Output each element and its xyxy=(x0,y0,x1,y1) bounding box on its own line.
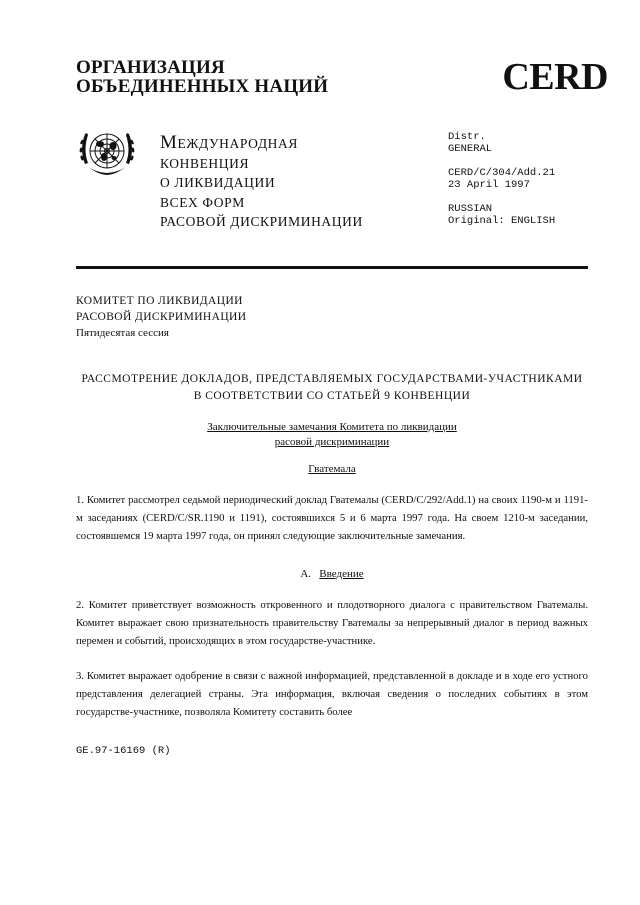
main-heading xyxy=(76,371,588,405)
header-divider xyxy=(76,266,588,269)
org-line-2: ОБЪЕДИНЕННЫХ НАЦИЙ xyxy=(76,76,329,97)
committee-block xyxy=(76,293,246,341)
committee-line-1: КОМИТЕТ ПО ЛИКВИДАЦИИ xyxy=(76,295,243,307)
un-emblem-icon xyxy=(76,120,138,182)
country-name: Гватемала xyxy=(308,463,356,475)
organization-name xyxy=(76,58,328,96)
convention-title xyxy=(160,133,363,232)
distr-label: Distr. xyxy=(448,131,486,143)
job-number: GE.97-16169 (R) xyxy=(76,745,171,757)
section-a-title: Введение xyxy=(319,568,364,580)
convention-line-1-rest: ЕЖДУНАРОДНАЯ xyxy=(177,136,298,151)
main-heading-line-2: В СООТВЕТСТВИИ СО СТАТЬЕЙ 9 КОНВЕНЦИИ xyxy=(193,390,471,402)
document-language: RUSSIAN xyxy=(448,203,493,215)
subheading xyxy=(76,420,588,450)
distr-general: GENERAL xyxy=(448,143,493,155)
section-a-heading xyxy=(76,568,588,580)
convention-line-3: О ЛИКВИДАЦИИ xyxy=(160,175,276,190)
subheading-line-2: расовой дискриминации xyxy=(274,436,390,448)
country-heading xyxy=(76,463,588,475)
paragraph-2: 2. Комитет приветствует возможность откровенного и плодотворного диалога с правительством Гватемалы. Комитет выражает свою признательность правительству Гватемалы за непрерывный диалог в период важных перемен и событий, происходящих в этом государстве-участнике. xyxy=(76,599,588,647)
distribution-block xyxy=(448,131,555,227)
subheading-line-1: Заключительные замечания Комитета по ликвидации xyxy=(207,421,457,433)
session-label: Пятидесятая сессия xyxy=(76,327,169,339)
convention-line-1: МЕЖДУНАРОДНАЯ xyxy=(160,132,298,153)
section-a-letter: A. xyxy=(300,568,312,580)
paragraph-3: 3. Комитет выражает одобрение в связи с важной информацией, представленной в докладе и в ходе его устного представления делегацией страны. Эта информация, включая сведения о последних событиях в этом государстве-участнике, позволяла Комитету составить более xyxy=(76,670,588,718)
main-heading-line-1: РАССМОТРЕНИЕ ДОКЛАДОВ, ПРЕДСТАВЛЯЕМЫХ ГОСУДАРСТВАМИ-УЧАСТНИКАМИ xyxy=(81,373,583,385)
original-language: Original: ENGLISH xyxy=(448,215,556,227)
document-series-symbol: CERD xyxy=(502,56,608,98)
committee-line-2: РАСОВОЙ ДИСКРИМИНАЦИИ xyxy=(76,311,247,323)
org-line-1: ОРГАНИЗАЦИЯ xyxy=(76,57,225,78)
convention-line-2: КОНВЕНЦИЯ xyxy=(160,155,250,171)
convention-line-4: ВСЕХ ФОРМ xyxy=(160,194,245,210)
convention-line-5: РАСОВОЙ ДИСКРИМИНАЦИИ xyxy=(160,214,363,229)
paragraph-1: 1. Комитет рассмотрел седьмой периодический доклад Гватемалы (CERD/C/292/Add.1) на своих 1190-м и 1191-м заседаниях (CERD/C/SR.1190 и 1191), состоявшихся 5 и 6 марта 1997 года. На своем 1210-м заседании, состоявшемся 19 марта 1997 года, он принял следующие заключительные замечания. xyxy=(76,494,588,542)
document-date: 23 April 1997 xyxy=(448,179,530,191)
document-symbol: CERD/C/304/Add.21 xyxy=(448,167,556,179)
